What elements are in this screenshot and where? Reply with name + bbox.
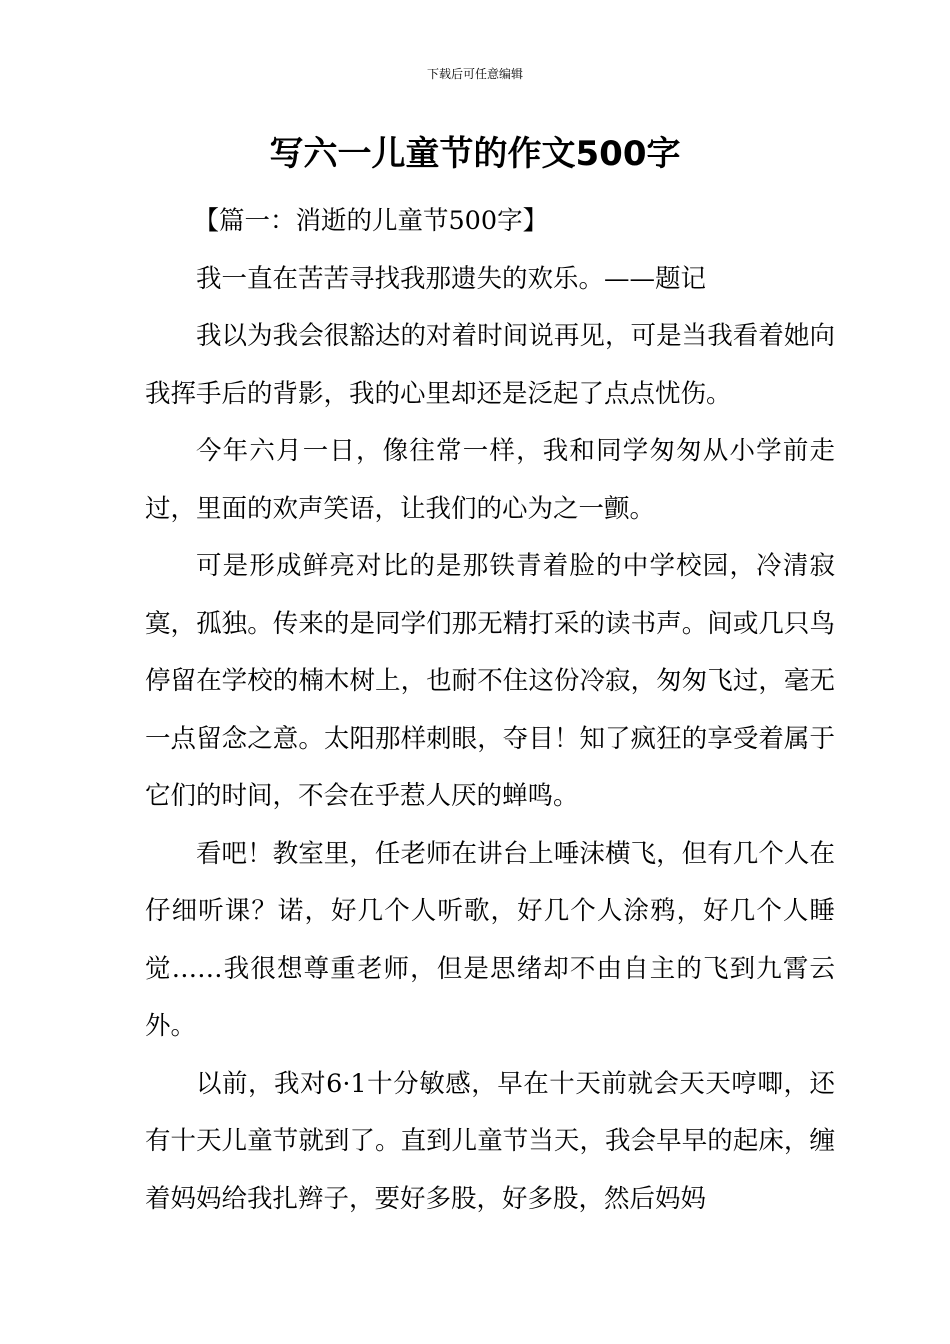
section-heading: 【篇一：消逝的儿童节500字】 <box>193 206 549 236</box>
header-note: 下载后可任意编辑 <box>426 67 523 81</box>
document-body <box>145 193 835 1228</box>
paragraph: 我以为我会很豁达的对着时间说再见，可是当我看着她向我挥手后的背影，我的心里却还是泛起了点点忧伤。 <box>145 321 835 409</box>
paragraph: 今年六月一日，像往常一样，我和同学匆匆从小学前走过，里面的欢声笑语，让我们的心为之一颤。 <box>145 436 835 524</box>
paragraph: 以前，我对6·1十分敏感，早在十天前就会天天哼唧，还有十天儿童节就到了。直到儿童节当天，我会早早的起床，缠着妈妈给我扎辫子，要好多股，好多股，然后妈妈 <box>145 1068 835 1214</box>
paragraph: 看吧！教室里，任老师在讲台上唾沫横飞，但有几个人在仔细听课？诺，好几个人听歌，好几个人涂鸦，好几个人睡觉……我很想尊重老师，但是思绪却不由自主的飞到九霄云外。 <box>145 838 835 1041</box>
paragraph-epigraph: 我一直在苦苦寻找我那遗失的欢乐。——题记 <box>196 263 707 294</box>
paragraph: 可是形成鲜亮对比的是那铁青着脸的中学校园，冷清寂寞，孤独。传来的是同学们那无精打采的读书声。间或几只鸟停留在学校的楠木树上，也耐不住这份冷寂，匆匆飞过，毫无一点留念之意。太阳那样刺眼，夺目！知了疯狂的享受着属于它们的时间，不会在乎惹人厌的蝉鸣。 <box>145 551 835 811</box>
document-title: 写六一儿童节的作文500字 <box>269 134 681 174</box>
